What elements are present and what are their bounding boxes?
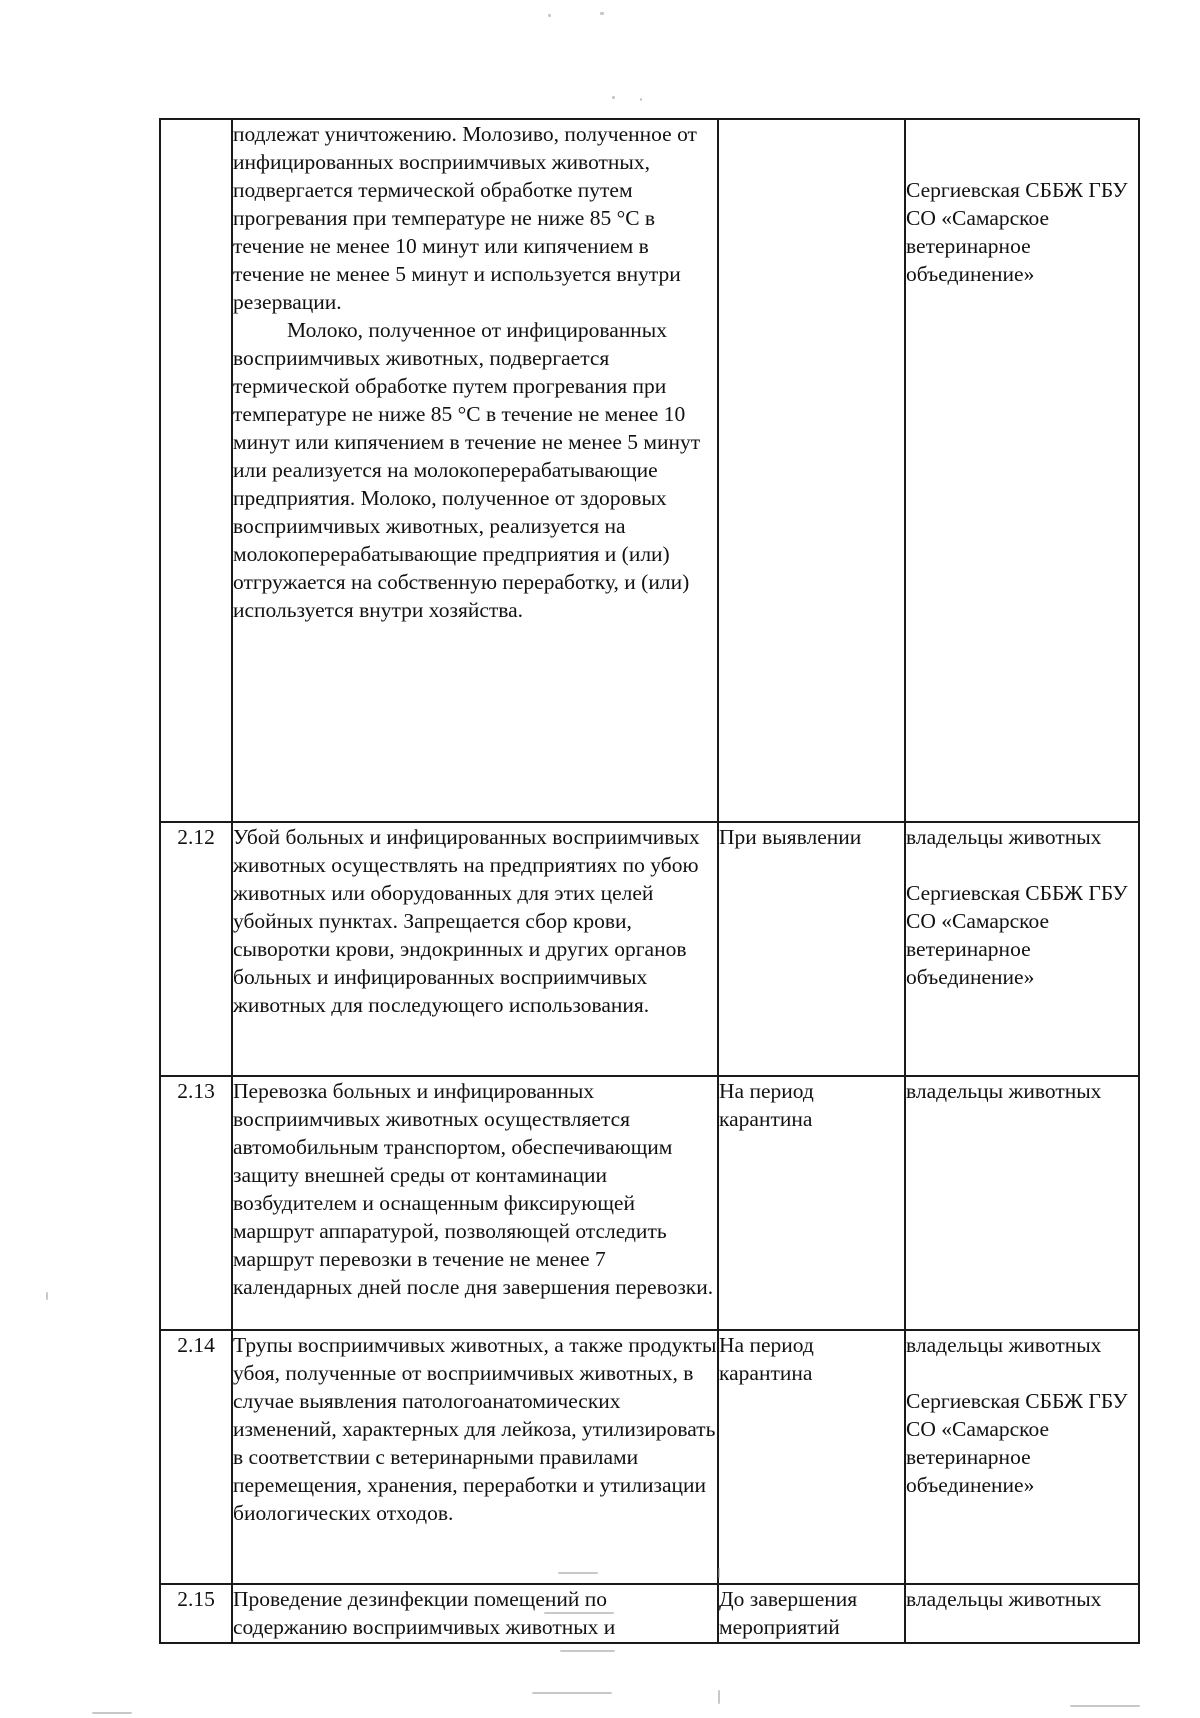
measure-text	[232, 119, 718, 822]
row-number: 2.14	[160, 1330, 232, 1584]
measure-text	[232, 1584, 718, 1643]
measure-responsible	[905, 119, 1139, 822]
responsible-party: Сергиевская СББЖ ГБУ СО «Самарское ветеринарное объединение»	[906, 178, 1128, 286]
responsible-party: владельцы животных	[906, 825, 1102, 849]
row-number: 2.12	[160, 822, 232, 1076]
measure-term: При выявлении	[718, 822, 905, 1076]
row-number: 2.13	[160, 1076, 232, 1330]
measure-text	[232, 822, 718, 1076]
measure-responsible	[905, 1330, 1139, 1584]
measure-term	[718, 119, 905, 822]
scan-speck	[600, 12, 604, 15]
measure-paragraph: Убой больных и инфицированных восприимчивых животных осуществлять на предприятиях по убою животных или оборудованных для этих целей убойных пунктах. Запрещается сбор крови, сыворотки крови, эндокринных и других органов больных и инфицированных восприимчивых животных для последующего использования.	[233, 825, 700, 1017]
scan-speck	[640, 98, 642, 101]
row-number	[160, 119, 232, 822]
measures-table	[159, 118, 1140, 1644]
measure-paragraph: Молоко, полученное от инфицированных восприимчивых животных, подвергается термической обработке путем прогревания при температуре не ниже 85 °С в течение не менее 10 минут или кипячением в течение не менее 5 минут или реализуется на молокоперерабатывающие предприятия. Молоко, полученное от здоровых восприимчивых животных, реализуется на молокоперерабатывающие предприятия и (или) отгружается на собственную переработку, и (или) используется внутри хозяйства.	[233, 318, 701, 622]
measure-responsible	[905, 1584, 1139, 1643]
measure-term: На период карантина	[718, 1076, 905, 1330]
scan-speck	[612, 96, 615, 99]
scan-speck	[718, 1690, 720, 1704]
measure-paragraph: Проведение дезинфекции помещений по содержанию восприимчивых животных и	[233, 1587, 616, 1639]
measure-responsible	[905, 822, 1139, 1076]
scan-speck	[92, 1712, 132, 1714]
table-row	[160, 1076, 1139, 1330]
table-row	[160, 1584, 1139, 1643]
scan-speck	[46, 1292, 48, 1300]
scan-speck	[544, 1612, 614, 1614]
responsible-party: Сергиевская СББЖ ГБУ СО «Самарское ветеринарное объединение»	[906, 881, 1128, 989]
measure-paragraph: Перевозка больных и инфицированных восприимчивых животных осуществляется автомобильным транспортом, обеспечивающим защиту внешней среды от контаминации возбудителем и оснащенным фиксирующей маршрут аппаратурой, позволяющей отследить маршрут перевозки в течение не менее 7 календарных дней после дня завершения перевозки.	[233, 1079, 714, 1299]
measure-term: До завершения мероприятий	[718, 1584, 905, 1643]
scan-speck	[558, 1572, 598, 1574]
scan-speck	[718, 1568, 720, 1578]
measure-text	[232, 1330, 718, 1584]
responsible-party: владельцы животных	[906, 1079, 1102, 1103]
responsible-party: Сергиевская СББЖ ГБУ СО «Самарское ветеринарное объединение»	[906, 1389, 1128, 1497]
row-number: 2.15	[160, 1584, 232, 1643]
scan-speck	[548, 14, 551, 17]
responsible-party: владельцы животных	[906, 1333, 1102, 1357]
scan-speck	[1070, 1705, 1140, 1707]
table-row	[160, 822, 1139, 1076]
scan-speck	[560, 1650, 615, 1652]
measure-text	[232, 1076, 718, 1330]
measure-responsible	[905, 1076, 1139, 1330]
responsible-party: владельцы животных	[906, 1587, 1102, 1611]
scan-speck	[532, 1692, 612, 1694]
measure-paragraph: Трупы восприимчивых животных, а также продукты убоя, полученные от восприимчивых животных, в случае выявления патологоанатомических изменений, характерных для лейкоза, утилизировать в соответствии с ветеринарными правилами перемещения, хранения, переработки и утилизации биологических отходов.	[233, 1333, 717, 1525]
measure-term: На период карантина	[718, 1330, 905, 1584]
measure-paragraph: подлежат уничтожению. Молозиво, полученное от инфицированных восприимчивых животных, подвергается термической обработке путем прогревания при температуре не ниже 85 °С в течение не менее 10 минут или кипячением в течение не менее 5 минут и используется внутри резервации.	[233, 122, 697, 314]
table-row	[160, 119, 1139, 822]
table-row	[160, 1330, 1139, 1584]
